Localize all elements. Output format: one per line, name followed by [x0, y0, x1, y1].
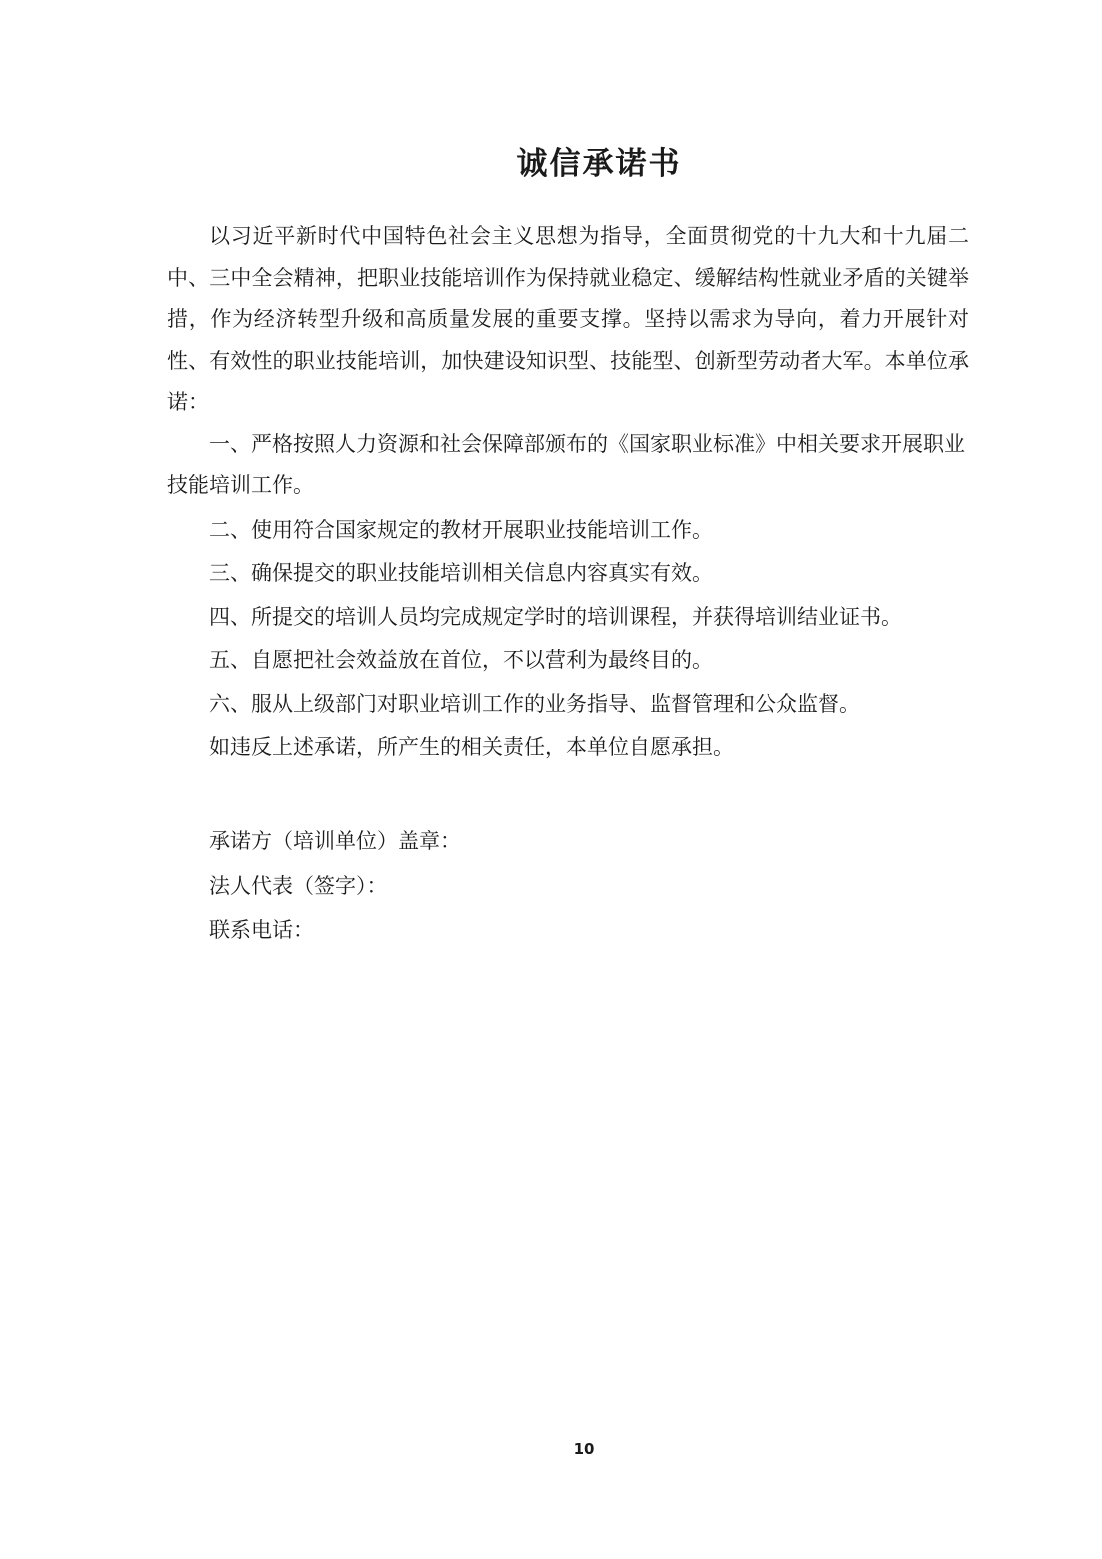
document-title: 诚信承诺书: [516, 146, 682, 182]
commitment-item-1: 一、严格按照人力资源和社会保障部颁布的《国家职业标准》中相关要求开展职业技能培训工作。: [167, 431, 965, 497]
commitment-item-6: 六、服从上级部门对职业培训工作的业务指导、监督管理和公众监督。: [209, 691, 860, 716]
page-number: 10: [573, 1440, 595, 1458]
signature-block: [209, 819, 461, 953]
legal-representative-label: 法人代表（签字）：: [209, 873, 388, 898]
commitment-item-3: 三、确保提交的职业技能培训相关信息内容真实有效。: [209, 561, 713, 585]
commitment-item-4: 四、所提交的培训人员均完成规定学时的培训课程，并获得培训结业证书。: [209, 604, 902, 629]
commitment-item-5: 五、自愿把社会效益放在首位，不以营利为最终目的。: [209, 648, 713, 672]
phone-label: 联系电话：: [209, 918, 314, 942]
closing-statement: 如违反上述承诺，所产生的相关责任，本单位自愿承担。: [209, 735, 734, 759]
commitment-item-2: 二、使用符合国家规定的教材开展职业技能培训工作。: [209, 517, 713, 542]
intro-paragraph: 以习近平新时代中国特色社会主义思想为指导，全面贯彻党的十九大和十九届二中、三中全会精神，把职业技能培训作为保持就业稳定、缓解结构性就业矛盾的关键举措，作为经济转型升级和高质量发展的重要支撑。坚持以需求为导向，着力开展针对性、有效性的职业技能培训，加快建设知识型、技能型、创新型劳动者大军。本单位承诺：: [167, 224, 969, 414]
stamp-label: 承诺方（培训单位）盖章：: [209, 829, 461, 853]
document-body: [167, 216, 969, 770]
